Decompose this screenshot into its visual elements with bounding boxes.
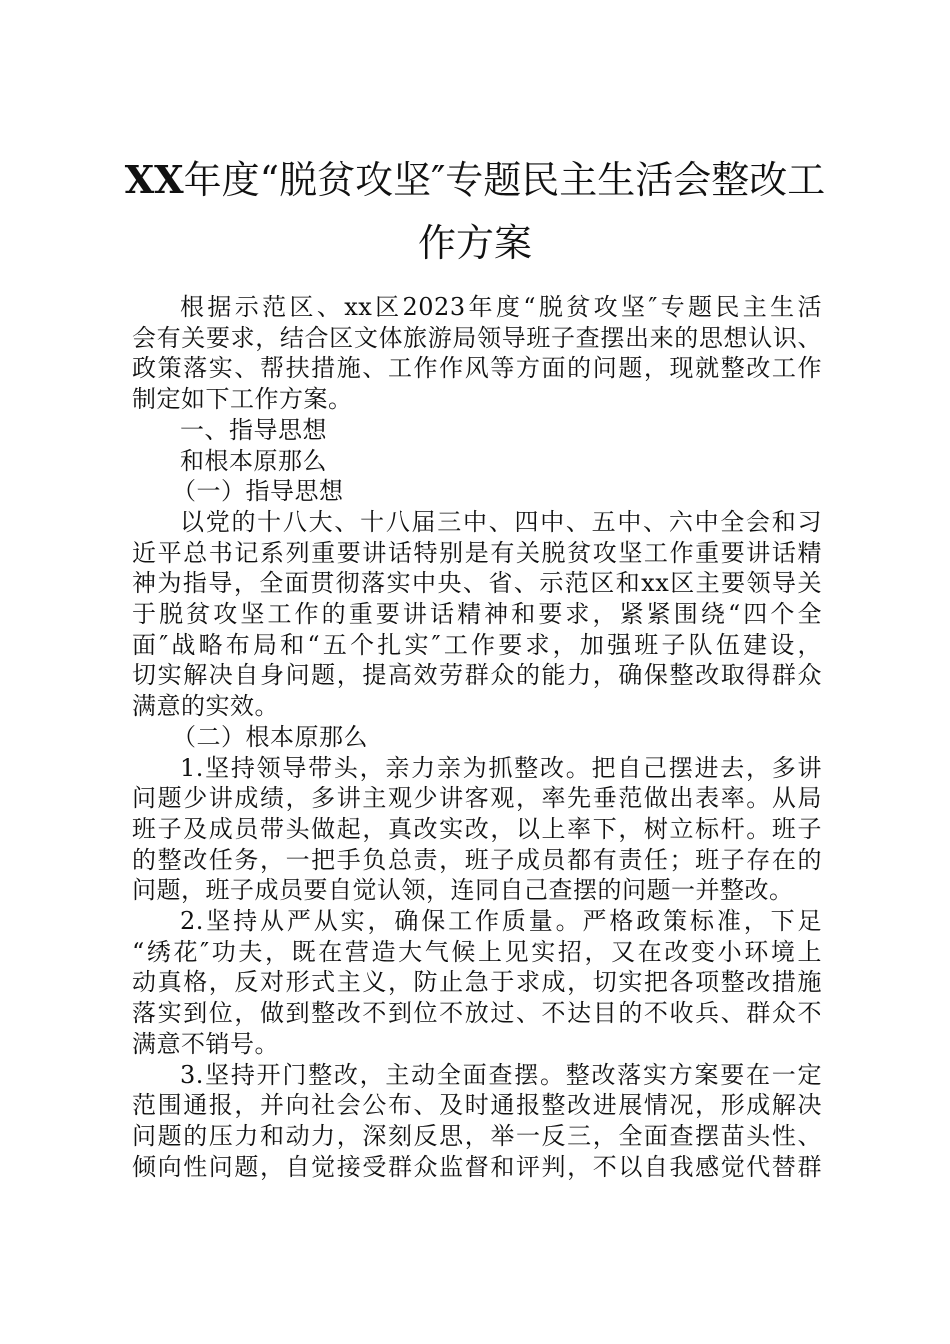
document-title-line-1: [100, 150, 850, 210]
body-line: 范围通报，并向社会公布、及时通报整改进展情况，形成解决: [132, 1091, 822, 1120]
body-line: 2.坚持从严从实，确保工作质量。严格政策标准，下足: [180, 907, 822, 936]
document-title-line-2: 作方案: [417, 221, 532, 265]
body-line: 制定如下工作方案。: [132, 385, 353, 414]
body-line: 神为指导，全面贯彻落实中央、省、示范区和xx区主要领导关: [132, 569, 822, 598]
body-line: 切实解决自身问题，提高效劳群众的能力，确保整改取得群众: [132, 661, 822, 690]
section-heading: 一、指导思想: [180, 415, 327, 444]
body-line: 班子及成员带头做起，真改实改，以上率下，树立标杆。班子: [132, 814, 822, 843]
body-line: 近平总书记系列重要讲话特别是有关脱贫攻坚工作重要讲话精: [132, 538, 822, 567]
section-heading: 和根本原那么: [180, 446, 327, 475]
body-line: 根据示范区、xx区2023年度“脱贫攻坚″专题民主生活: [180, 293, 822, 321]
body-line: 会有关要求，结合区文体旅游局领导班子查摆出来的思想认识、: [132, 323, 822, 352]
subsection-heading: （一）指导思想: [172, 477, 344, 506]
body-line: 面″战略布局和“五个扎实″工作要求，加强班子队伍建设，: [132, 630, 822, 659]
body-line: 落实到位，做到整改不到位不放过、不达目的不收兵、群众不: [132, 999, 822, 1028]
body-line: 问题少讲成绩，多讲主观少讲客观，率先垂范做出表率。从局: [132, 784, 822, 813]
title-main-text: 年度“脱贫攻坚″专题民主生活会整改工: [183, 158, 826, 202]
body-line: 满意不销号。: [132, 1029, 279, 1058]
body-line: 问题的压力和动力，深刻反思，举一反三，全面查摆苗头性、: [132, 1121, 822, 1150]
body-line: 以党的十八大、十八届三中、四中、五中、六中全会和习: [180, 507, 822, 536]
body-line: 3.坚持开门整改，主动全面查摆。整改落实方案要在一定: [180, 1060, 822, 1089]
body-line: 满意的实效。: [132, 692, 279, 721]
body-line: 1.坚持领导带头，亲力亲为抓整改。把自己摆进去，多讲: [180, 753, 822, 782]
title-year-prefix: XX: [124, 157, 184, 202]
document-body: [132, 292, 822, 1182]
body-line: “绣花″功夫，既在营造大气候上见实招，又在改变小环境上: [132, 937, 822, 966]
body-line: 于脱贫攻坚工作的重要讲话精神和要求，紧紧围绕“四个全: [132, 600, 822, 629]
body-line: 倾向性问题，自觉接受群众监督和评判，不以自我感觉代替群: [132, 1152, 822, 1181]
body-line: 的整改任务，一把手负总责，班子成员都有责任；班子存在的: [132, 845, 822, 874]
subsection-heading: （二）根本原那么: [172, 722, 368, 751]
body-line: 动真格，反对形式主义，防止急于求成，切实把各项整改措施: [132, 968, 822, 997]
body-line: 问题，班子成员要自觉认领，连同自己查摆的问题一并整改。: [132, 876, 794, 905]
body-line: 政策落实、帮扶措施、工作作风等方面的问题，现就整改工作: [132, 354, 822, 383]
